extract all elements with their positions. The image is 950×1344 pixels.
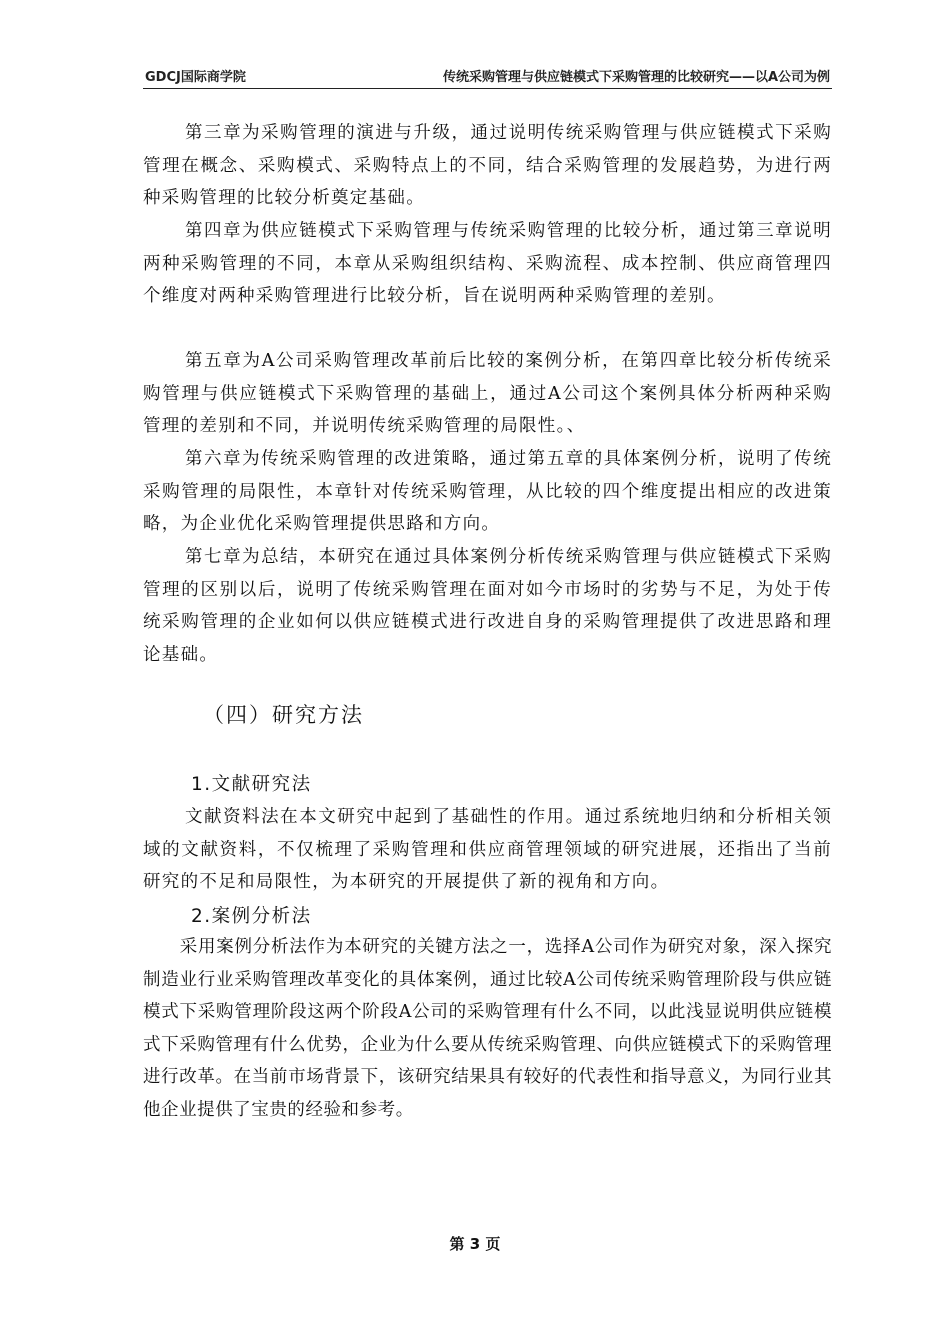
- page-header: [143, 64, 832, 89]
- paragraph-chapter-6: 第六章为传统采购管理的改进策略，通过第五章的具体案例分析，说明了传统采购管理的局限性，本章针对传统采购管理，从比较的四个维度提出相应的改进策略，为企业优化采购管理提供思路和方向。: [143, 449, 832, 534]
- header-school-name: GDCJ国际商学院: [145, 70, 246, 85]
- paragraph-literature-research: 文献资料法在本文研究中起到了基础性的作用。通过系统地归纳和分析相关领域的文献资料，不仅梳理了采购管理和供应商管理领域的研究进展，还指出了当前研究的不足和局限性，为本研究的开展提供了新的视角和方向。: [143, 807, 832, 892]
- paragraph-case-analysis: 采用案例分析法作为本研究的关键方法之一，选择A公司作为研究对象，深入探究制造业行业采购管理改革变化的具体案例，通过比较A公司传统采购管理阶段与供应链模式下采购管理阶段这两个阶段A公司的采购管理有什么不同，以此浅显说明供应链模式下采购管理有什么优势，企业为什么要从传统采购管理、向供应链模式下的采购管理进行改革。在当前市场背景下，该研究结果具有较好的代表性和指导意义，为同行业其他企业提供了宝贵的经验和参考。: [143, 937, 832, 1120]
- header-thesis-title: 传统采购管理与供应链模式下采购管理的比较研究——以A公司为例: [442, 70, 830, 85]
- paragraph-chapter-3: 第三章为采购管理的演进与升级，通过说明传统采购管理与供应链模式下采购管理在概念、采购模式、采购特点上的不同，结合采购管理的发展趋势，为进行两种采购管理的比较分析奠定基础。: [143, 123, 832, 208]
- subheading-literature-research: 1.文献研究法: [191, 774, 312, 795]
- paragraph-chapter-4: 第四章为供应链模式下采购管理与传统采购管理的比较分析，通过第三章说明两种采购管理的不同，本章从采购组织结构、采购流程、成本控制、供应商管理四个维度对两种采购管理进行比较分析，旨在说明两种采购管理的差别。: [143, 221, 832, 306]
- subheading-case-analysis: 2.案例分析法: [191, 906, 312, 927]
- paragraph-chapter-7: 第七章为总结，本研究在通过具体案例分析传统采购管理与供应链模式下采购管理的区别以后，说明了传统采购管理在面对如今市场时的劣势与不足，为处于传统采购管理的企业如何以供应链模式进行改进自身的采购管理提供了改进思路和理论基础。: [143, 547, 832, 665]
- page-number: 第 3 页: [449, 1235, 501, 1253]
- paragraph-chapter-5: 第五章为A公司采购管理改革前后比较的案例分析，在第四章比较分析传统采购管理与供应链模式下采购管理的基础上，通过A公司这个案例具体分析两种采购管理的差别和不同，并说明传统采购管理的局限性。、: [143, 351, 832, 436]
- section-heading-research-methods: （四）研究方法: [203, 703, 364, 727]
